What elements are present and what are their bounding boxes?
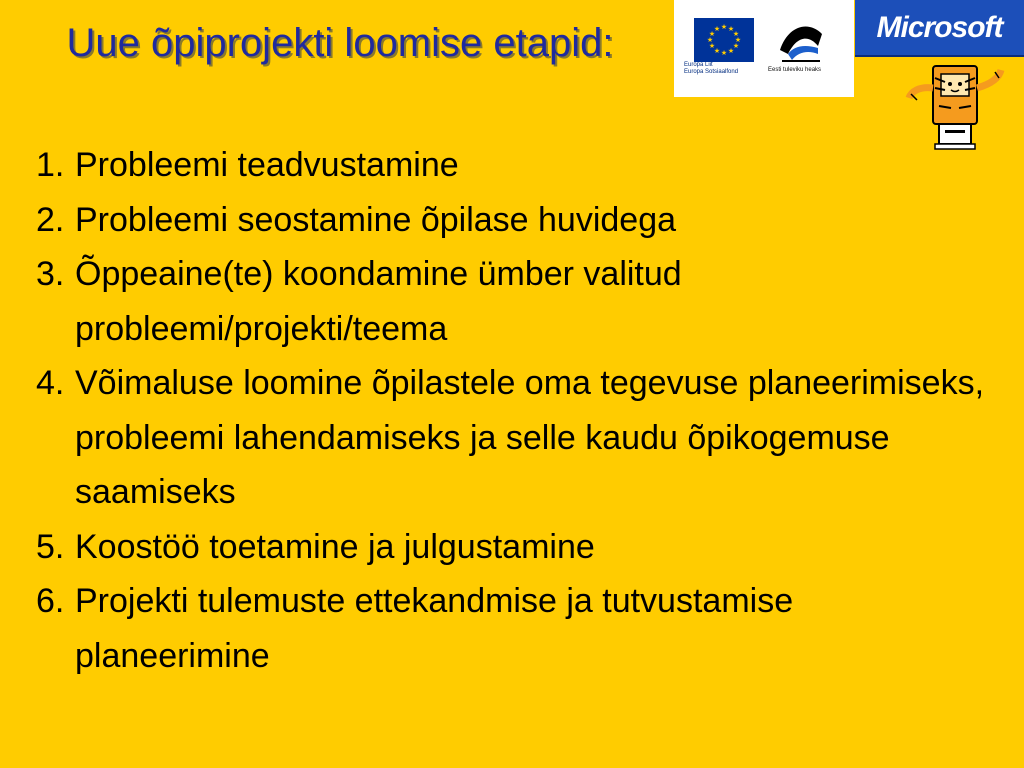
svg-text:★: ★ <box>732 42 740 50</box>
svg-text:★: ★ <box>706 36 714 44</box>
step-item <box>36 574 996 683</box>
step-text: Probleemi seostamine õpilase huvidega <box>75 200 677 239</box>
step-text: Võimaluse loomine õpilastele oma tegevuse planeerimiseks, probleemi lahendamiseks ja selle kaudu õpikogemuse saamiseks <box>75 364 985 511</box>
slide-title: Uue õpiprojekti loomise etapid: <box>66 21 614 65</box>
step-text: Probleemi teadvustamine <box>75 146 459 184</box>
step-item <box>36 356 996 520</box>
svg-text:★: ★ <box>732 30 740 38</box>
step-number: 5. <box>36 527 65 566</box>
svg-text:★: ★ <box>734 36 742 44</box>
svg-text:★: ★ <box>720 49 728 57</box>
step-text: Õppeaine(te) koondamine ümber valitud probleemi/projekti/teema <box>75 255 682 348</box>
step-number: 4. <box>36 364 65 402</box>
svg-text:★: ★ <box>708 42 716 50</box>
svg-text:★: ★ <box>720 23 728 31</box>
svg-text:★: ★ <box>708 30 716 38</box>
svg-text:★: ★ <box>713 25 721 33</box>
eu-caption-line1: Europa Liit <box>684 62 713 68</box>
eu-flag-icon <box>694 18 754 62</box>
step-item <box>36 138 996 193</box>
step-number: 1. <box>36 146 65 184</box>
microsoft-logo: Microsoft <box>855 0 1024 57</box>
step-item <box>36 247 996 356</box>
step-text: Projekti tulemuste ettekandmise ja tutvustamise planeerimine <box>75 582 794 675</box>
step-item <box>36 193 996 248</box>
estonia-caption: Eesti tuleviku heaks <box>768 67 822 73</box>
step-text: Koostöö toetamine ja julgustamine <box>75 527 595 566</box>
svg-text:★: ★ <box>713 47 721 55</box>
svg-text:★: ★ <box>727 25 735 33</box>
estonia-swallow-icon <box>778 16 824 64</box>
step-number: 2. <box>36 200 65 239</box>
step-number: 6. <box>36 582 65 620</box>
eu-caption-line2: Europa Sotsiaalfond <box>684 69 739 75</box>
tiger-computer-mascot-icon <box>905 58 1005 150</box>
step-item <box>36 520 996 575</box>
sponsor-logos <box>674 0 854 97</box>
svg-text:★: ★ <box>727 47 735 55</box>
step-number: 3. <box>36 255 65 293</box>
eu-caption <box>684 62 764 76</box>
steps-list <box>36 138 996 683</box>
